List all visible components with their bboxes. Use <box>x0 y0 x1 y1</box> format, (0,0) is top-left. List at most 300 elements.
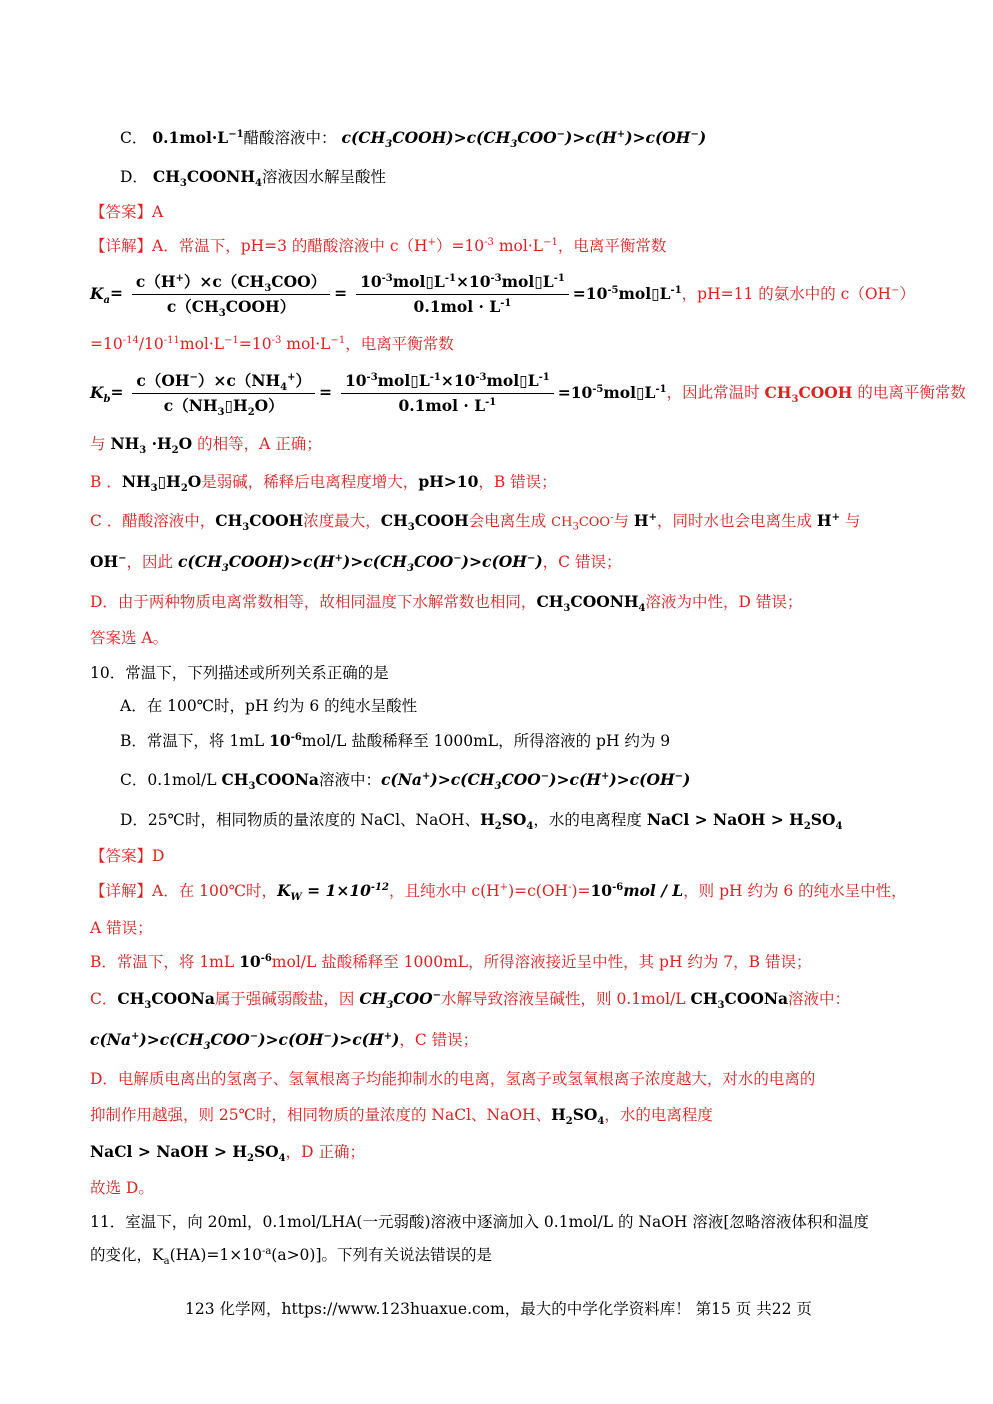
s: -3 <box>490 272 502 284</box>
s: + <box>383 1030 392 1042</box>
t: =10 <box>572 283 608 303</box>
ka-result: $=10^{-5}mol▯L^{-1}$ <box>572 283 682 303</box>
t: 的电离平衡常数 <box>852 383 966 402</box>
t: 10 <box>239 952 261 971</box>
s: 2 <box>180 483 188 495</box>
s: + <box>600 770 610 782</box>
t: COO <box>413 552 454 571</box>
option-label: D． <box>120 168 148 186</box>
formula: pH>10 <box>418 472 479 491</box>
t: c(Na <box>380 770 422 789</box>
s: a <box>163 1256 170 1268</box>
ka-tail <box>682 285 915 303</box>
s: − <box>432 989 442 1001</box>
text: 溶液因水解呈酸性 <box>261 168 386 186</box>
s: -1 <box>485 396 497 408</box>
kb-fraction-2: $\frac{10^{-3}mol▯L^{-1}\times 10^{-3}mol▯L^{-1}}{0.1mol \cdot L^{-1}}$ <box>341 371 554 416</box>
detail-line <box>90 988 850 1010</box>
detail-tag: 【详解】 <box>90 237 153 255</box>
t: NaCl > NaOH > H <box>90 1142 247 1161</box>
t: c(OH <box>482 552 527 571</box>
s: -14 <box>122 334 139 346</box>
gt: > <box>265 1030 279 1049</box>
s: − <box>891 284 900 296</box>
t: 浓度最大， <box>303 512 381 530</box>
t: c（OH <box>136 371 190 390</box>
t: ，pH=11 的氨水中的 c（OH <box>681 284 892 303</box>
gt: > <box>146 1030 160 1049</box>
t: =10 <box>557 382 593 402</box>
t: 会电离生成 <box>468 512 552 530</box>
t: ) <box>461 552 470 571</box>
s: + <box>427 236 436 248</box>
t: H <box>233 396 248 415</box>
gt: > <box>339 1030 353 1049</box>
detail-line <box>90 951 812 973</box>
gt: > <box>437 770 451 789</box>
t: =10 <box>90 335 123 353</box>
t: mol <box>603 382 637 402</box>
s: -1 <box>553 272 565 284</box>
s: −1 <box>330 334 346 346</box>
formula <box>239 952 272 971</box>
gt: > <box>572 128 586 147</box>
inequality <box>177 552 543 575</box>
t: O <box>178 434 193 453</box>
t: ，电离平衡常数 <box>557 237 667 255</box>
s: -1 <box>655 383 667 395</box>
t: 10 <box>590 881 613 900</box>
s: W <box>290 892 302 904</box>
t: mol/L 盐酸稀释至 1000mL，所得溶液接近呈中性，其 pH 约为 7，B 错误； <box>271 953 812 971</box>
t: H <box>166 472 181 491</box>
detail-tag: 【详解】 <box>90 882 153 900</box>
t: ）×c（CH <box>183 272 265 291</box>
question-11 <box>90 1211 869 1233</box>
t: COONa <box>255 770 319 789</box>
s: 3 <box>407 522 415 534</box>
gt: > <box>290 552 304 571</box>
t: mol·L <box>493 237 544 255</box>
s: −1 <box>224 334 239 346</box>
ka-formula-line: $K_a=$ $\frac{c(H^+)\times c(CH_3COO)}{c(CH_3COOH)}$ = $\frac{10^{-3}mol▯L^{-1}\times 10^{-3}mol▯L^{-1}}{0.1mol \cdot L^{-1}}$ $=10^{-5}mol▯L^{-1}$，pH=11 的氨水中的 c（OH−） <box>90 272 915 320</box>
question-10 <box>90 662 389 684</box>
t: CH <box>215 511 243 530</box>
s: -3 <box>381 272 393 284</box>
s: -11 <box>163 334 180 346</box>
t: 溶液中： <box>788 990 851 1008</box>
t: ) <box>392 1030 400 1049</box>
t: c（CH <box>166 297 219 316</box>
s: −1 <box>543 236 558 248</box>
s: 3 <box>494 781 502 793</box>
s: -6 <box>260 952 272 964</box>
t: ，D 正确； <box>285 1143 365 1161</box>
t: ×10 <box>455 272 491 291</box>
ka-fraction-1 <box>132 272 330 320</box>
t: H <box>816 511 832 530</box>
t: COONH <box>186 167 255 186</box>
t: COO <box>501 770 541 789</box>
gt: > <box>453 128 467 147</box>
t: c(CH <box>159 1030 204 1049</box>
t: ，同时水也会电离生成 <box>656 512 817 530</box>
detail-line <box>90 627 168 649</box>
s: -3 <box>484 236 494 248</box>
t: L <box>659 283 671 303</box>
formula <box>817 511 840 530</box>
t: C． <box>90 990 118 1008</box>
formula <box>634 511 657 530</box>
s: − <box>323 1030 332 1042</box>
t: CH <box>380 511 408 530</box>
t: K <box>90 382 104 402</box>
formula <box>690 989 789 1012</box>
t: ) <box>139 1030 147 1049</box>
s: - <box>610 512 614 524</box>
t: 溶液为中性，D 错误； <box>645 593 803 611</box>
question-11-cont <box>90 1244 492 1266</box>
t: 抑制作用越强，则 25℃时，相同物质的量浓度的 NaCl、NaOH、 <box>90 1106 552 1124</box>
s: 3 <box>510 139 518 151</box>
t: COO <box>210 1030 250 1049</box>
formula <box>90 552 127 571</box>
s: 4 <box>278 1153 286 1165</box>
t: ) <box>565 128 573 147</box>
t: c（NH <box>163 396 218 415</box>
detail-line <box>90 591 802 613</box>
t: SO <box>810 810 836 829</box>
t: ，C 错误； <box>399 1031 479 1049</box>
s: 4 <box>597 1116 605 1128</box>
s: 3 <box>203 1041 211 1053</box>
s: 2 <box>803 821 811 833</box>
s: -1 <box>444 272 456 284</box>
detail-line <box>90 1177 154 1199</box>
t: 答案选 A。 <box>90 629 169 647</box>
t: COONa <box>724 989 789 1008</box>
detail-line <box>90 235 666 257</box>
t: O <box>187 472 202 491</box>
s: -a <box>261 1245 272 1257</box>
option-d-line <box>120 809 842 831</box>
t: NaCl > NaOH > H <box>646 810 804 829</box>
t: OH <box>90 552 119 571</box>
formula <box>380 511 469 534</box>
t: 10．常温下，下列描述或所列关系正确的是 <box>90 664 389 682</box>
t: COOH <box>798 382 853 402</box>
formula <box>215 511 304 534</box>
t: ) <box>535 552 543 571</box>
formula <box>117 989 215 1012</box>
kb-fraction-1: $\frac{c(OH^-)\times c(NH_4^+)}{c(NH_3▯H_2O)}$ <box>132 371 315 416</box>
s: 4 <box>526 821 534 833</box>
t: 与 <box>90 435 111 453</box>
t: 10 <box>269 731 291 750</box>
t: (HA)=1×10 <box>169 1246 262 1264</box>
page-footer <box>185 1298 812 1320</box>
t: K <box>277 881 291 900</box>
t: mol <box>618 283 652 303</box>
t: CH <box>536 592 564 611</box>
gt: > <box>350 552 364 571</box>
gt: > <box>632 128 646 147</box>
t: c(H <box>585 128 617 147</box>
formula <box>277 881 389 904</box>
s: − <box>249 1030 259 1042</box>
t: )= <box>571 882 591 900</box>
inequality <box>90 1030 400 1053</box>
t: CH <box>690 989 718 1008</box>
t: ，则 pH 约为 6 的纯水呈中性， <box>683 882 907 900</box>
s: − <box>674 770 683 782</box>
inequality <box>341 128 707 151</box>
t: 0.1mol · L <box>398 396 486 415</box>
ka-symbol <box>90 283 110 306</box>
s: + <box>334 552 343 564</box>
answer-tag: 【答案】 <box>90 847 153 865</box>
answer-line <box>90 201 163 223</box>
s: 4 <box>280 382 288 394</box>
t: SO <box>572 1105 598 1124</box>
t: NH <box>121 472 151 491</box>
t: COO <box>578 515 611 530</box>
s: − <box>526 552 536 564</box>
detail-line <box>90 510 860 534</box>
s: - <box>568 881 572 893</box>
formula <box>359 989 442 1012</box>
option-b-line <box>120 730 670 752</box>
formula <box>764 382 853 405</box>
t: ) <box>331 1030 340 1049</box>
s: 2 <box>171 445 179 457</box>
t: 的相等，A 正确； <box>192 435 322 453</box>
t: 与 <box>839 512 861 530</box>
t: ）×c（NH <box>197 371 281 390</box>
t: ) <box>258 1030 266 1049</box>
t: ） <box>899 284 915 303</box>
t: D．25℃时，相同物质的量浓度的 NaCl、NaOH、 <box>120 811 481 829</box>
t: mol <box>501 272 535 291</box>
s: 3 <box>179 178 187 190</box>
formula <box>591 881 684 900</box>
detail-line <box>90 333 454 355</box>
t: mol·L <box>179 335 225 353</box>
detail-line <box>90 1141 365 1163</box>
s: − <box>118 552 127 564</box>
formula <box>110 434 193 457</box>
s: -5 <box>607 284 619 296</box>
t: c(CH <box>177 552 222 571</box>
detail-line <box>90 917 153 939</box>
s: + <box>499 881 509 893</box>
s: 3 <box>264 283 272 295</box>
s: -1 <box>500 297 512 309</box>
s: 3 <box>217 407 225 419</box>
s: 3 <box>386 1000 394 1012</box>
answer-line <box>90 845 164 867</box>
t: )=c(OH <box>508 882 569 900</box>
t: B ． <box>90 473 122 491</box>
s: − <box>540 770 550 782</box>
t: c(Na <box>90 1030 131 1049</box>
t: ·H <box>146 434 172 453</box>
t: A 错误； <box>90 919 153 937</box>
t: L <box>644 382 656 402</box>
s: − <box>556 128 566 140</box>
t: COOH) <box>228 552 291 571</box>
s: 4 <box>835 821 843 833</box>
t: ，水的电离程度 <box>533 811 647 829</box>
t: D．由于两种物质电离常数相等，故相同温度下水解常数也相同， <box>90 593 537 611</box>
t: ） <box>295 371 312 390</box>
t: ) <box>698 128 707 147</box>
formula <box>269 731 302 750</box>
t: B．常温下，将 1mL <box>90 953 240 971</box>
s: + <box>287 371 296 383</box>
t: ) <box>342 552 351 571</box>
t: L <box>527 371 539 390</box>
s: 3 <box>248 781 256 793</box>
t: c(OH <box>278 1030 324 1049</box>
s: -6 <box>612 881 624 893</box>
t: H <box>551 1105 566 1124</box>
t: COOH <box>414 511 469 530</box>
t: = 1×10 <box>301 881 371 900</box>
s: + <box>831 511 840 523</box>
t: 10 <box>344 371 367 390</box>
t: c(H <box>303 552 335 571</box>
t: H <box>480 810 495 829</box>
option-c-line <box>120 769 690 791</box>
t: mol <box>377 371 411 390</box>
t: mol·L <box>281 335 331 353</box>
s: + <box>421 770 431 782</box>
option-c-line <box>120 127 706 149</box>
t: 溶液中： <box>318 771 381 789</box>
t: K <box>90 283 104 303</box>
s: -3 <box>271 334 282 346</box>
t: COOH） <box>225 297 296 316</box>
s: -12 <box>370 881 389 893</box>
gt: > <box>616 770 630 789</box>
t: ，B 错误； <box>478 473 557 491</box>
formula <box>221 770 319 793</box>
detail-line <box>90 1104 713 1126</box>
s: -5 <box>592 383 604 395</box>
t: ) <box>430 770 438 789</box>
formula <box>90 1142 286 1165</box>
s: 2 <box>247 1153 254 1165</box>
t: 故选 D。 <box>90 1179 154 1197</box>
sup: −1 <box>228 128 244 140</box>
t: ×10 <box>440 371 476 390</box>
s: 2 <box>247 407 255 419</box>
t: COOH <box>249 511 304 530</box>
t: CH <box>764 382 792 402</box>
formula <box>646 810 843 833</box>
s: 3 <box>242 522 250 534</box>
t: 属于强碱弱酸盐，因 <box>214 990 360 1008</box>
answer-value: D <box>152 847 165 865</box>
formula <box>152 167 262 190</box>
t: ) <box>682 770 691 789</box>
s: − <box>189 371 198 383</box>
t: COONa <box>151 989 215 1008</box>
s: 3 <box>572 521 579 533</box>
t: H <box>633 511 649 530</box>
s: 2 <box>565 1116 573 1128</box>
detail-line <box>90 551 621 573</box>
t: O） <box>254 396 284 415</box>
kb-symbol <box>90 382 111 405</box>
detail-line <box>90 433 322 455</box>
t: c(OH <box>645 128 691 147</box>
t: /10 <box>138 335 164 353</box>
t: CH <box>359 989 387 1008</box>
t: A．常温下，pH=3 的醋酸溶液中 c（H <box>152 237 428 255</box>
s: + <box>648 511 657 523</box>
t: c(CH <box>450 770 495 789</box>
t: c(H <box>352 1030 384 1049</box>
s: 3 <box>144 1000 152 1012</box>
kb-result: $=10^{-5}mol▯L^{-1}$ <box>557 382 667 402</box>
detail-line <box>90 1068 815 1090</box>
t: COOH) <box>392 128 454 147</box>
t: CH <box>152 167 180 186</box>
t: (a>0)]。下列有关说法错误的是 <box>271 1246 493 1264</box>
s: + <box>175 272 184 284</box>
t: COO <box>393 989 433 1008</box>
t: 11．室温下，向 20ml，0.1mol/LHA(一元弱酸)溶液中逐滴加入 0.1mol/L 的 NaOH 溶液[忽略溶液体积和温度 <box>90 1213 869 1231</box>
formula <box>551 512 614 533</box>
t: SO <box>501 810 527 829</box>
t: mol <box>486 371 520 390</box>
t: mol/L 盐酸稀释至 1000mL，所得溶液的 pH 约为 9 <box>301 732 671 750</box>
t: CH <box>117 989 145 1008</box>
t: 的变化，K <box>90 1246 164 1264</box>
t: ，因此常温时 <box>666 383 765 402</box>
t: CH <box>551 515 573 530</box>
inequality <box>380 770 691 793</box>
t: c(CH <box>363 552 407 571</box>
t: COONH <box>570 592 639 611</box>
t: mol / L <box>623 881 684 900</box>
t: ，C 错误； <box>542 553 622 571</box>
t: 与 <box>613 512 634 530</box>
s: -1 <box>429 371 441 383</box>
s: 4 <box>254 178 262 190</box>
s: 3 <box>791 393 799 405</box>
t: c（H <box>135 272 176 291</box>
t: COO <box>517 128 557 147</box>
t: c(OH <box>629 770 675 789</box>
t: COO） <box>271 272 327 291</box>
s: 3 <box>406 563 414 575</box>
s: 3 <box>385 139 393 151</box>
kb-formula-line: $K_b=$ $\frac{c(OH^-)\times c(NH_4^+)}{c(NH_3▯H_2O)}$ = $\frac{10^{-3}mol▯L^{-1}\times 10^{-3}mol▯L^{-1}}{0.1mol \cdot L^{-1}}$ $=10^{-5}mol▯L^{-1}$，因此常温时 $CH_3COOH$ 的电离平衡常数 <box>90 371 966 419</box>
t: 10 <box>360 272 382 291</box>
t: ，水的电离程度 <box>604 1106 713 1124</box>
t: C．0.1mol/L <box>120 771 222 789</box>
t: NH <box>110 434 140 453</box>
t: ，因此 <box>126 553 178 571</box>
t: A．在 100℃时， <box>152 882 278 900</box>
s: + <box>130 1030 140 1042</box>
s: 3 <box>717 1000 725 1012</box>
detail-line <box>90 471 557 493</box>
s: − <box>690 128 699 140</box>
